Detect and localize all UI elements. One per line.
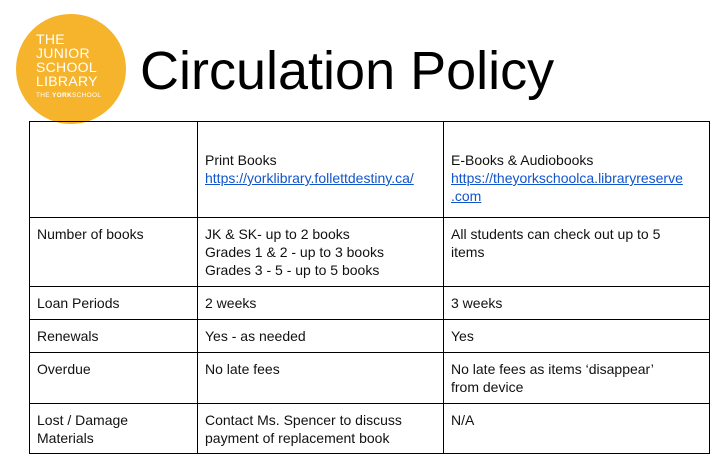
table-row <box>30 353 710 404</box>
logo-line: SCHOOL <box>36 59 97 75</box>
page-title: Circulation Policy <box>140 41 555 101</box>
table-row <box>30 404 710 454</box>
ebook-value: No late fees as items ‘disappear’ from device <box>444 353 710 404</box>
table-row <box>30 320 710 353</box>
circulation-policy-table <box>29 121 710 454</box>
header-ebook-cell <box>444 122 710 218</box>
row-label: Renewals <box>30 320 198 353</box>
row-label: Number of books <box>30 218 198 287</box>
ebook-value: 3 weeks <box>444 287 710 320</box>
ebook-catalog-link[interactable]: https://theyorkschoolca.libraryreserve .com <box>451 170 683 204</box>
print-value: Contact Ms. Spencer to discuss payment of replacement book <box>198 404 444 454</box>
logo-wordmark <box>36 32 98 88</box>
ebook-value: Yes <box>444 320 710 353</box>
row-label: Loan Periods <box>30 287 198 320</box>
ebook-value: N/A <box>444 404 710 454</box>
logo-line: THE <box>36 31 65 47</box>
logo-school-name: THE YORKSCHOOL <box>36 92 102 99</box>
ebook-value: All students can check out up to 5 items <box>444 218 710 287</box>
row-label: Lost / Damage Materials <box>30 404 198 454</box>
print-value: Yes - as needed <box>198 320 444 353</box>
header-empty-cell <box>30 122 198 218</box>
table-header-row <box>30 122 710 218</box>
table-row <box>30 287 710 320</box>
print-value: No late fees <box>198 353 444 404</box>
header-print-cell <box>198 122 444 218</box>
logo-line: JUNIOR <box>36 45 90 61</box>
print-books-heading: Print Books <box>205 152 277 168</box>
logo-line: LIBRARY <box>36 73 98 89</box>
library-logo <box>16 14 126 124</box>
print-value: JK & SK- up to 2 books Grades 1 & 2 - up to 3 books Grades 3 - 5 - up to 5 books <box>198 218 444 287</box>
ebooks-heading: E-Books & Audiobooks <box>451 152 594 168</box>
print-catalog-link[interactable]: https://yorklibrary.follettdestiny.ca/ <box>205 170 414 186</box>
row-label: Overdue <box>30 353 198 404</box>
print-value: 2 weeks <box>198 287 444 320</box>
table-row <box>30 218 710 287</box>
